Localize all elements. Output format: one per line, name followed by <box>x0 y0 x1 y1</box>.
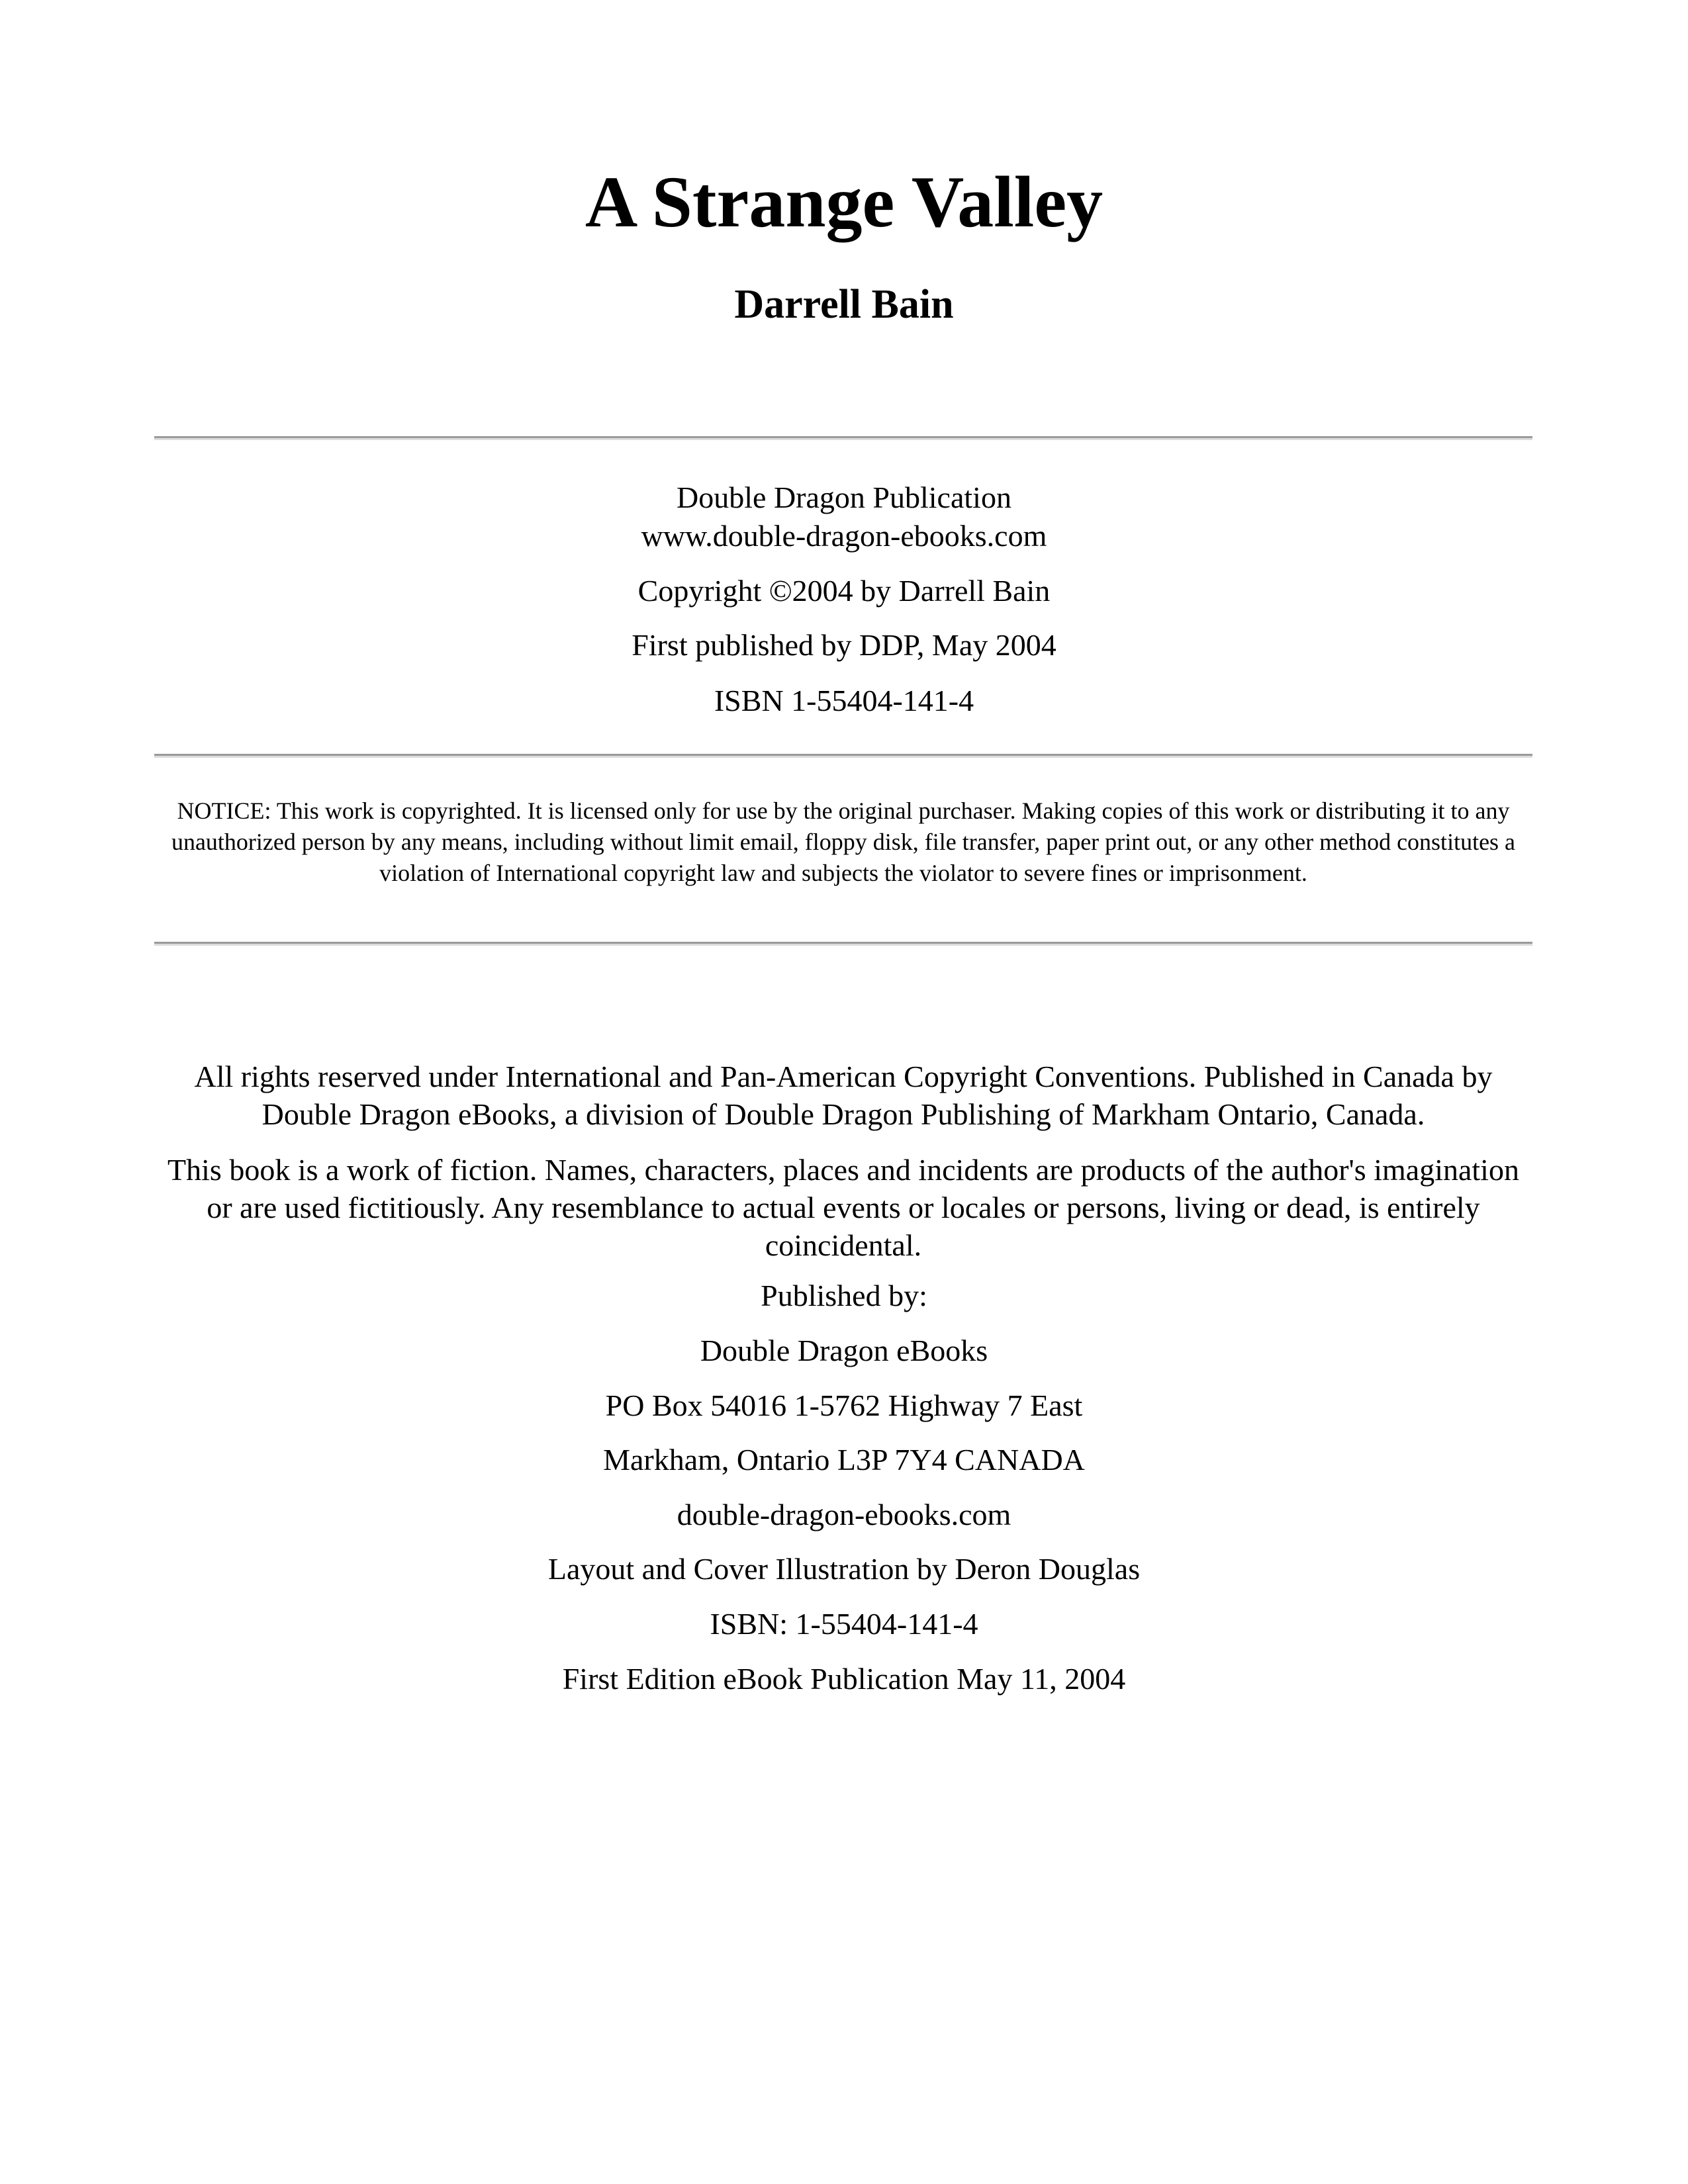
isbn-line: ISBN 1-55404-141-4 <box>714 684 974 717</box>
published-by-label: Published by: <box>761 1279 927 1312</box>
book-title: A Strange Valley <box>585 161 1103 242</box>
divider-middle <box>154 754 1532 758</box>
divider-bottom <box>154 942 1532 946</box>
first-published-line: First published by DDP, May 2004 <box>632 628 1056 662</box>
fiction-disclaimer: This book is a work of fiction. Names, characters, places and incidents are products of the author's imagination or are used fictitiously. Any resemblance to actual events or locales or persons, living or dead, is entirely coincidental. <box>167 1153 1519 1262</box>
rights-statement: All rights reserved under International and Pan-American Copyright Conventions. Published in Canada by Double Dragon eBooks, a division of Double Dragon Publishing of Markham Ontario, Canada. <box>194 1060 1493 1131</box>
book-author: Darrell Bain <box>734 282 954 327</box>
imprint-isbn: ISBN: 1-55404-141-4 <box>710 1607 978 1641</box>
edition-line: First Edition eBook Publication May 11, 2004 <box>562 1662 1126 1696</box>
copyright-line: Copyright ©2004 by Darrell Bain <box>637 574 1051 608</box>
publisher-website: www.double-dragon-ebooks.com <box>641 519 1047 553</box>
imprint-address-line1: PO Box 54016 1-5762 Highway 7 East <box>605 1388 1083 1422</box>
divider-top <box>154 436 1532 440</box>
copyright-notice: NOTICE: This work is copyrighted. It is licensed only for use by the original purchaser. Making copies of this work or distributing it to any unauthorized person by any means, including without limit email, floppy disk, file transfer, paper print out, or any other method constitutes a violation of International copyright law and subjects the violator to severe fines or imprisonment. <box>171 797 1516 886</box>
imprint-name: Double Dragon eBooks <box>700 1334 988 1367</box>
imprint-website: double-dragon-ebooks.com <box>677 1498 1011 1531</box>
publisher-name: Double Dragon Publication <box>677 480 1011 514</box>
layout-credit: Layout and Cover Illustration by Deron Douglas <box>547 1552 1141 1586</box>
imprint-address-line2: Markham, Ontario L3P 7Y4 CANADA <box>603 1443 1085 1477</box>
